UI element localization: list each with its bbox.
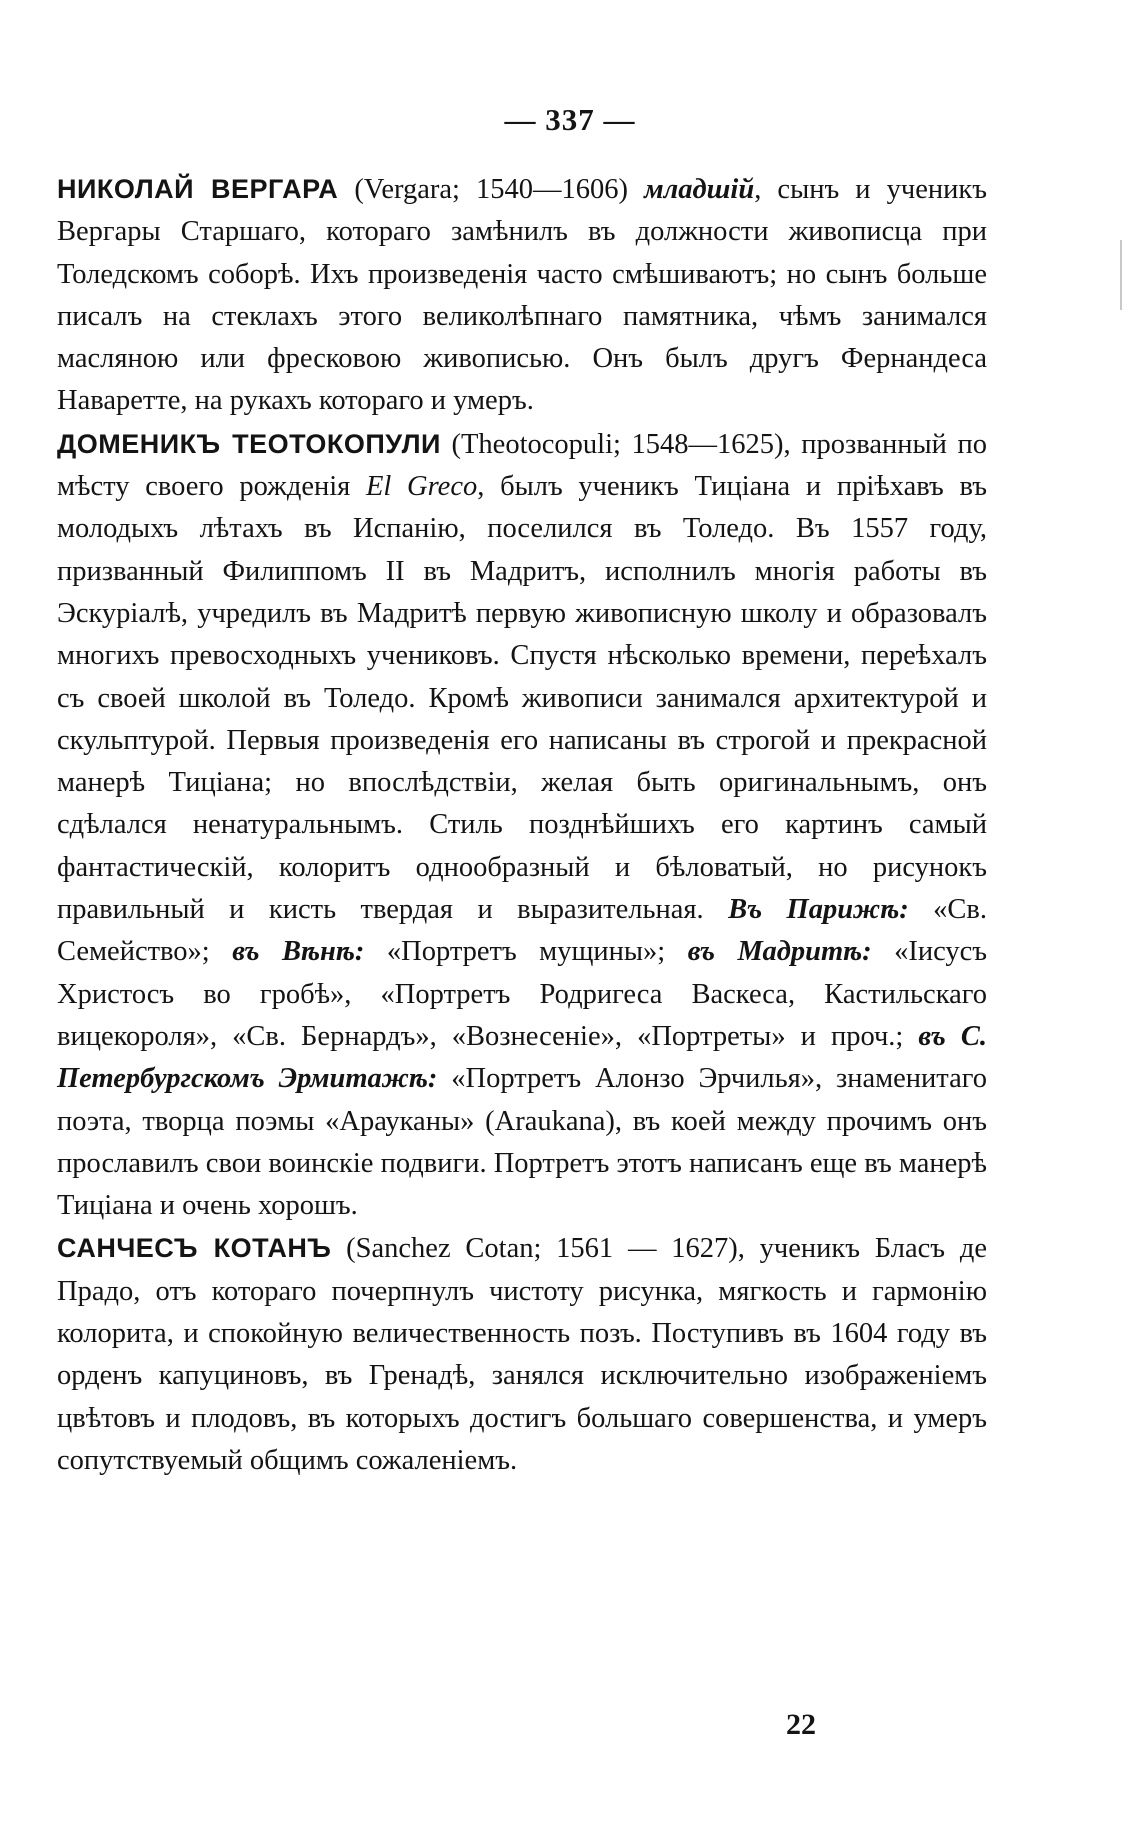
- entry-text: , былъ ученикъ Тиціана и пріѣхавъ въ молодыхъ лѣтахъ въ Испанію, поселился въ Толедо. Въ 1557 году, призванный Филиппомъ II въ Мадритъ, исполнилъ многія работы въ Эскуріалѣ, учредилъ въ Мадритѣ первую живописную школу и образовалъ многихъ превосходныхъ учениковъ. Спустя нѣсколько времени, переѣхалъ съ своей школой въ Толедо. Кромѣ живописи занимался архитектурой и скульптурой. Первыя произведенія его написаны въ строгой и прекрасной манерѣ Тиціана; но впослѣдствіи, желая быть оригинальнымъ, онъ сдѣлался ненатуральнымъ. Стиль позднѣйшихъ его картинъ самый фантастическій, колоритъ однообразный и бѣловатый, но рисунокъ правильный и кисть твердая и выразительная.: [57, 471, 987, 926]
- entry-epithet: младшій: [644, 174, 755, 205]
- page-body: [57, 168, 987, 1482]
- entry-dates: (Theotocopuli; 1548—1625), прозванный по мѣсту своего рожденія: [57, 428, 987, 503]
- works-list: «Св. Семейство»;: [57, 894, 987, 968]
- entry-dates: (Vergara; 1540—1606): [338, 174, 645, 205]
- entry-text: (Sanchez Cotan; 1561 — 1627), ученикъ Бласъ де Прадо, отъ котораго почерпнулъ чистоту рисунка, мягкость и гармонію колорита, и спокойную величественность позъ. Поступивъ въ 1604 году въ орденъ капуциновъ, въ Гренадѣ, занялся исключительно изображеніемъ цвѣтовъ и плодовъ, въ которыхъ достигъ большаго совершенства, и умеръ сопутствуемый общимъ сожаленіемъ.: [57, 1233, 987, 1476]
- location-label: въ Вѣнѣ:: [232, 936, 365, 968]
- works-list: «Портретъ мущины»;: [364, 936, 688, 968]
- works-list: «Іисусъ Христосъ во гробѣ», «Портретъ Родригеса Васкеса, Кастильскаго вицекороля», «Св. Бернардъ», «Вознесеніе», «Портреты» и проч.;: [57, 936, 988, 1052]
- location-label: въ Мадритѣ:: [687, 936, 872, 968]
- signature-mark: 22: [786, 1708, 816, 1741]
- page-edge-shadow: [1120, 240, 1122, 310]
- page-number: — 337 —: [504, 102, 636, 137]
- entry-cotan: [57, 1227, 987, 1482]
- location-label: въ С. Петербургскомъ Эрмитажѣ:: [57, 1020, 987, 1095]
- entry-theotocopuli: [57, 423, 987, 1228]
- entry-name: НИКОЛАЙ ВЕРГАРА: [57, 174, 339, 204]
- entry-alias: El Greco: [366, 471, 478, 503]
- entry-name: САНЧЕСЪ КОТАНЪ: [57, 1233, 332, 1264]
- entry-vergara: [57, 168, 987, 423]
- location-label: Въ Парижѣ:: [728, 894, 909, 926]
- entry-name: ДОМЕНИКЪ ТЕОТОКОПУЛИ: [57, 428, 441, 459]
- entry-text: , сынъ и ученикъ Вергары Старшаго, котораго замѣнилъ въ должности живописца при Толедскомъ соборѣ. Ихъ произведенія часто смѣшиваютъ; но сынъ больше писалъ на стеклахъ этого великолѣпнаго памятника, чѣмъ занимался масляною или фресковою живописью. Онъ былъ другъ Фернандеса Наваретте, на рукахъ котораго и умеръ.: [57, 174, 987, 417]
- entry-text: «Портретъ Алонзо Эрчилья», знаменитаго поэта, творца поэмы «Арауканы» (Araukana), въ коей между прочимъ онъ прославилъ свои воинскіе подвиги. Портретъ этотъ написанъ еще въ манерѣ Тиціана и очень хорошъ.: [57, 1063, 987, 1222]
